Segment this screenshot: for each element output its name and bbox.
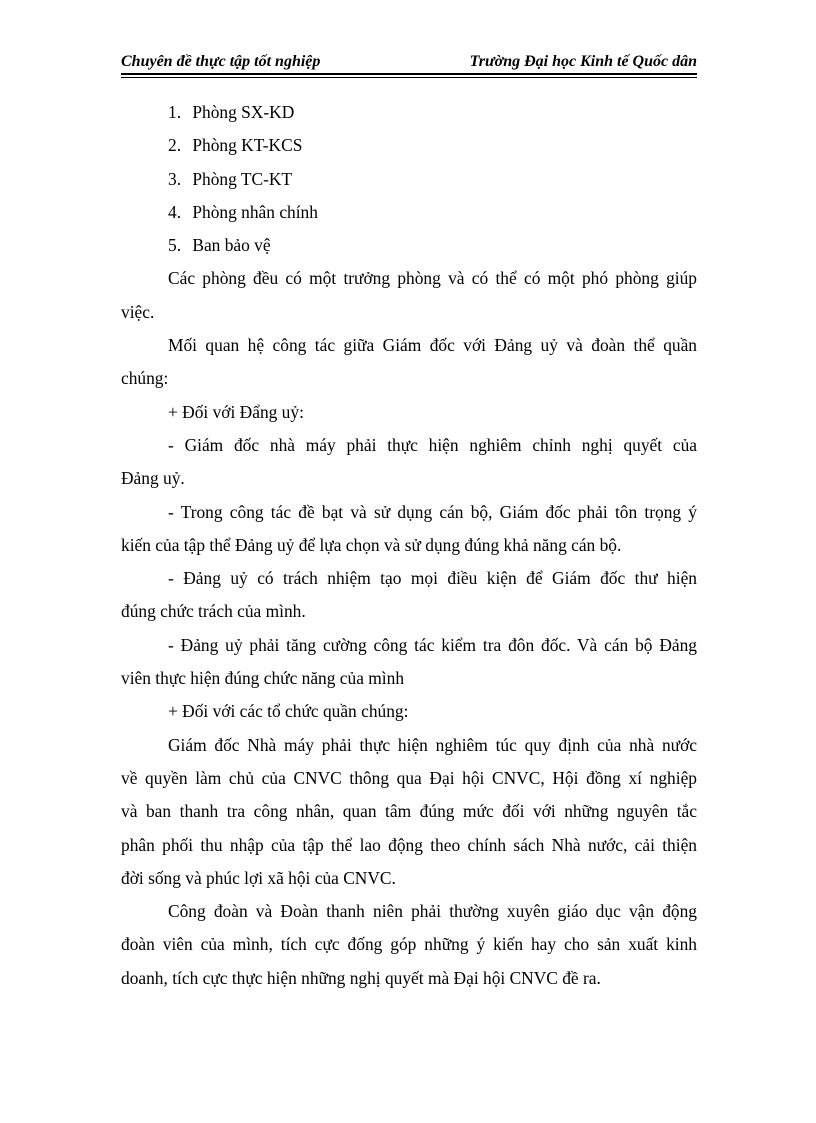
document-body <box>121 96 697 995</box>
text-line: phân phối thu nhập của tập thể lao động theo chính sách Nhà nước, cải thiện <box>121 834 697 855</box>
list-number: 4. <box>168 201 182 222</box>
list-item <box>121 229 697 262</box>
text-line: đoàn viên của mình, tích cực đống góp những ý kiến hay cho sản xuất kinh <box>121 934 697 955</box>
section-heading: + Đối với các tổ chức quần chúng: <box>168 701 409 722</box>
list-number: 3. <box>168 168 182 189</box>
text-line: - Giám đốc nhà máy phải thực hiện nghiêm chỉnh nghị quyết của <box>168 434 697 455</box>
paragraph-relationship <box>121 329 697 396</box>
header-right-title: Trường Đại học Kinh tế Quốc dân <box>469 53 697 70</box>
text-line: viên thực hiện đúng chức năng của mình <box>121 668 405 689</box>
text-line: doanh, tích cực thực hiện những nghị quyết mà Đại hội CNVC đề ra. <box>121 967 601 988</box>
text-line: - Đảng uỷ phải tăng cường công tác kiểm tra đôn đốc. Và cán bộ Đảng <box>168 634 697 655</box>
text-line: việc. <box>121 301 155 322</box>
page-header <box>121 48 697 76</box>
text-line: Giám đốc Nhà máy phải thực hiện nghiêm túc quy định của nhà nước <box>168 734 697 755</box>
list-label: Phòng TC-KT <box>192 168 293 189</box>
list-item <box>121 96 697 129</box>
department-list <box>121 96 697 262</box>
list-item <box>121 129 697 162</box>
text-line: Các phòng đều có một trưởng phòng và có thể có một phó phòng giúp <box>168 268 697 289</box>
text-line: và ban thanh tra công nhân, quan tâm đúng mức đối với những nguyên tắc <box>121 801 697 822</box>
section-mass-organizations <box>121 695 697 895</box>
text-line: Mối quan hệ công tác giữa Giám đốc với Đảng uỷ và đoàn thể quần <box>168 335 697 356</box>
text-line: về quyền làm chủ của CNVC thông qua Đại hội CNVC, Hội đồng xí nghiệp <box>121 767 697 788</box>
text-line: đúng chức trách của mình. <box>121 601 306 622</box>
text-line: - Đảng uỷ có trách nhiệm tạo mọi điều kiện để Giám đốc thư hiện <box>168 568 697 589</box>
list-label: Ban bảo vệ <box>192 235 271 256</box>
text-line: đời sống và phúc lợi xã hội của CNVC. <box>121 867 396 888</box>
list-label: Phòng KT-KCS <box>192 135 303 156</box>
list-item <box>121 196 697 229</box>
header-left-title: Chuyên đề thực tập tốt nghiệp <box>121 53 321 70</box>
paragraph-departments <box>121 262 697 329</box>
text-line: kiến của tập thể Đảng uỷ để lựa chọn và sử dụng đúng khả năng cán bộ. <box>121 534 622 555</box>
list-label: Phòng nhân chính <box>192 201 318 222</box>
list-number: 2. <box>168 135 182 156</box>
header-divider-thin <box>121 77 697 78</box>
list-item <box>121 163 697 196</box>
section-heading: + Đối với Đẩng uỷ: <box>168 401 304 422</box>
list-number: 1. <box>168 102 182 122</box>
section-party-committee <box>121 396 697 696</box>
list-label: Phòng SX-KD <box>192 102 295 122</box>
paragraph-trade-union <box>121 895 697 995</box>
text-line: Công đoàn và Đoàn thanh niên phải thường xuyên giáo dục vận động <box>168 901 697 922</box>
text-line: - Trong công tác đề bạt và sử dụng cán bộ, Giám đốc phải tôn trọng ý <box>168 501 697 522</box>
list-number: 5. <box>168 235 182 256</box>
header-divider <box>121 73 697 75</box>
text-line: Đảng uỷ. <box>121 468 185 489</box>
text-line: chúng: <box>121 368 169 389</box>
